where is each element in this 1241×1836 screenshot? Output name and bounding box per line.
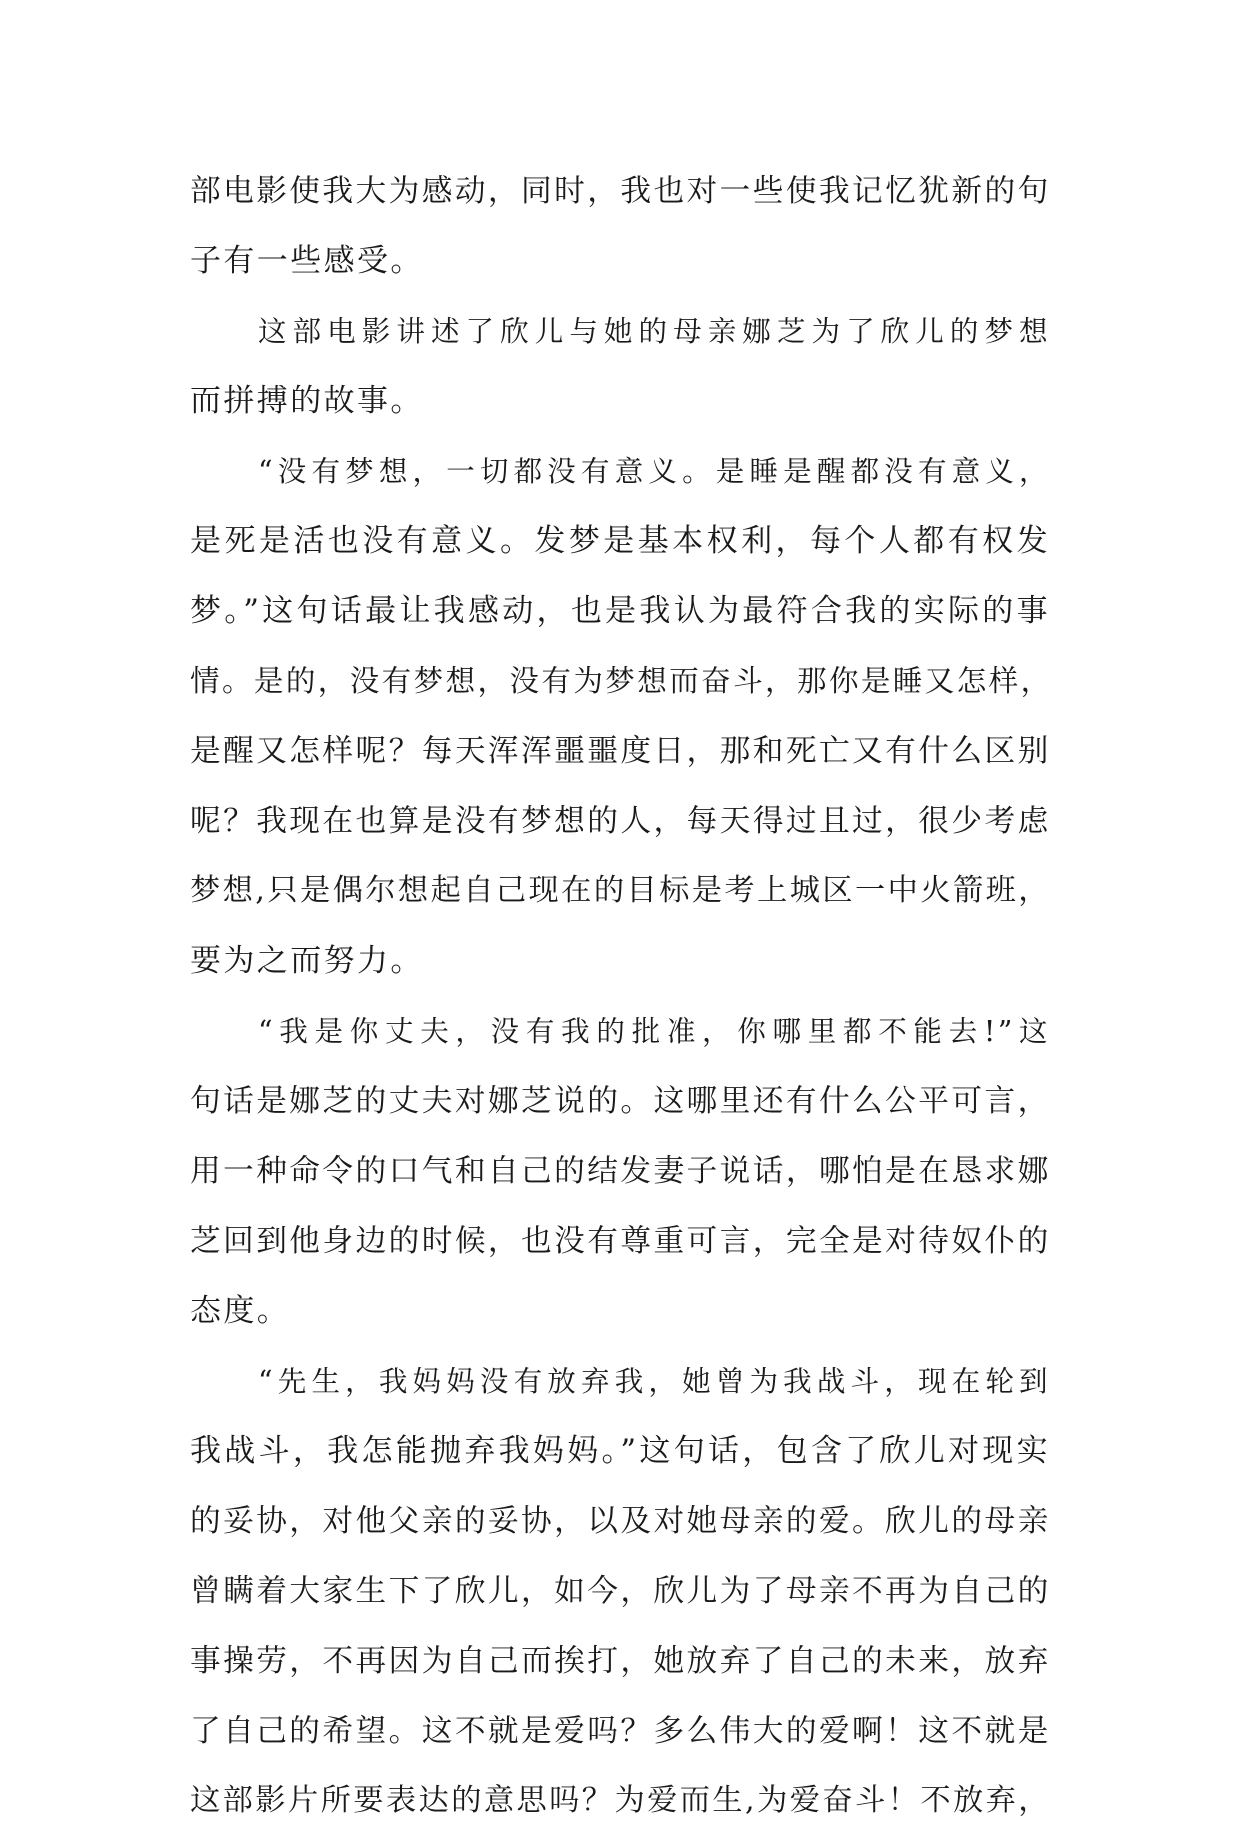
text-line: 而拼搏的故事。 [190,383,424,419]
text-line: 曾瞒着大家生下了欣儿，如今，欣儿为了母亲不再为自己的 [190,1573,1051,1609]
paragraph-start-line: “我是你丈夫，没有我的批准，你哪里都不能去!”这 [258,1014,1050,1048]
text-line: 句话是娜芝的丈夫对娜芝说的。这哪里还有什么公平可言， [190,1083,1051,1119]
text-line: 了自己的希望。这不就是爱吗？多么伟大的爱啊！这不就是 [190,1713,1051,1749]
text-line: 梦。”这句话最让我感动，也是我认为最符合我的实际的事 [190,593,1050,629]
paragraph-start-line: “没有梦想，一切都没有意义。是睡是醒都没有意义， [258,454,1050,488]
document-body [190,156,1053,1836]
text-line: 事操劳，不再因为自己而挨打，她放弃了自己的未来，放弃 [190,1643,1051,1679]
paragraph-start-line: 这部电影讲述了欣儿与她的母亲娜芝为了欣儿的梦想 [258,314,1050,348]
text-line: 要为之而努力。 [190,943,424,979]
text-line: 部电影使我大为感动，同时，我也对一些使我记忆犹新的句 [190,173,1051,209]
text-line: 情。是的，没有梦想，没有为梦想而奋斗，那你是睡又怎样， [190,664,1053,698]
text-line: 是死是活也没有意义。发梦是基本权利，每个人都有权发 [190,523,1050,559]
text-line: 芝回到他身边的时候，也没有尊重可言，完全是对待奴仆的 [190,1223,1051,1259]
paragraph-start-line: “先生，我妈妈没有放弃我，她曾为我战斗，现在轮到 [258,1364,1050,1398]
text-line: 态度。 [190,1293,291,1329]
text-line: 是醒又怎样呢？每天浑浑噩噩度日，那和死亡又有什么区别 [190,733,1051,769]
text-line: 我战斗，我怎能抛弃我妈妈。”这句话，包含了欣儿对现实 [190,1433,1050,1469]
text-line: 子有一些感受。 [190,243,424,279]
text-line: 梦想,只是偶尔想起自己现在的目标是考上城区一中火箭班， [190,873,1051,908]
text-line: 呢？我现在也算是没有梦想的人，每天得过且过，很少考虑 [190,803,1051,839]
text-line: 用一种命令的口气和自己的结发妻子说话，哪怕是在恳求娜 [190,1153,1051,1189]
text-line: 的妥协，对他父亲的妥协，以及对她母亲的爱。欣儿的母亲 [190,1503,1051,1539]
text-line: 这部影片所要表达的意思吗？为爱而生,为爱奋斗！不放弃， [190,1783,1051,1818]
